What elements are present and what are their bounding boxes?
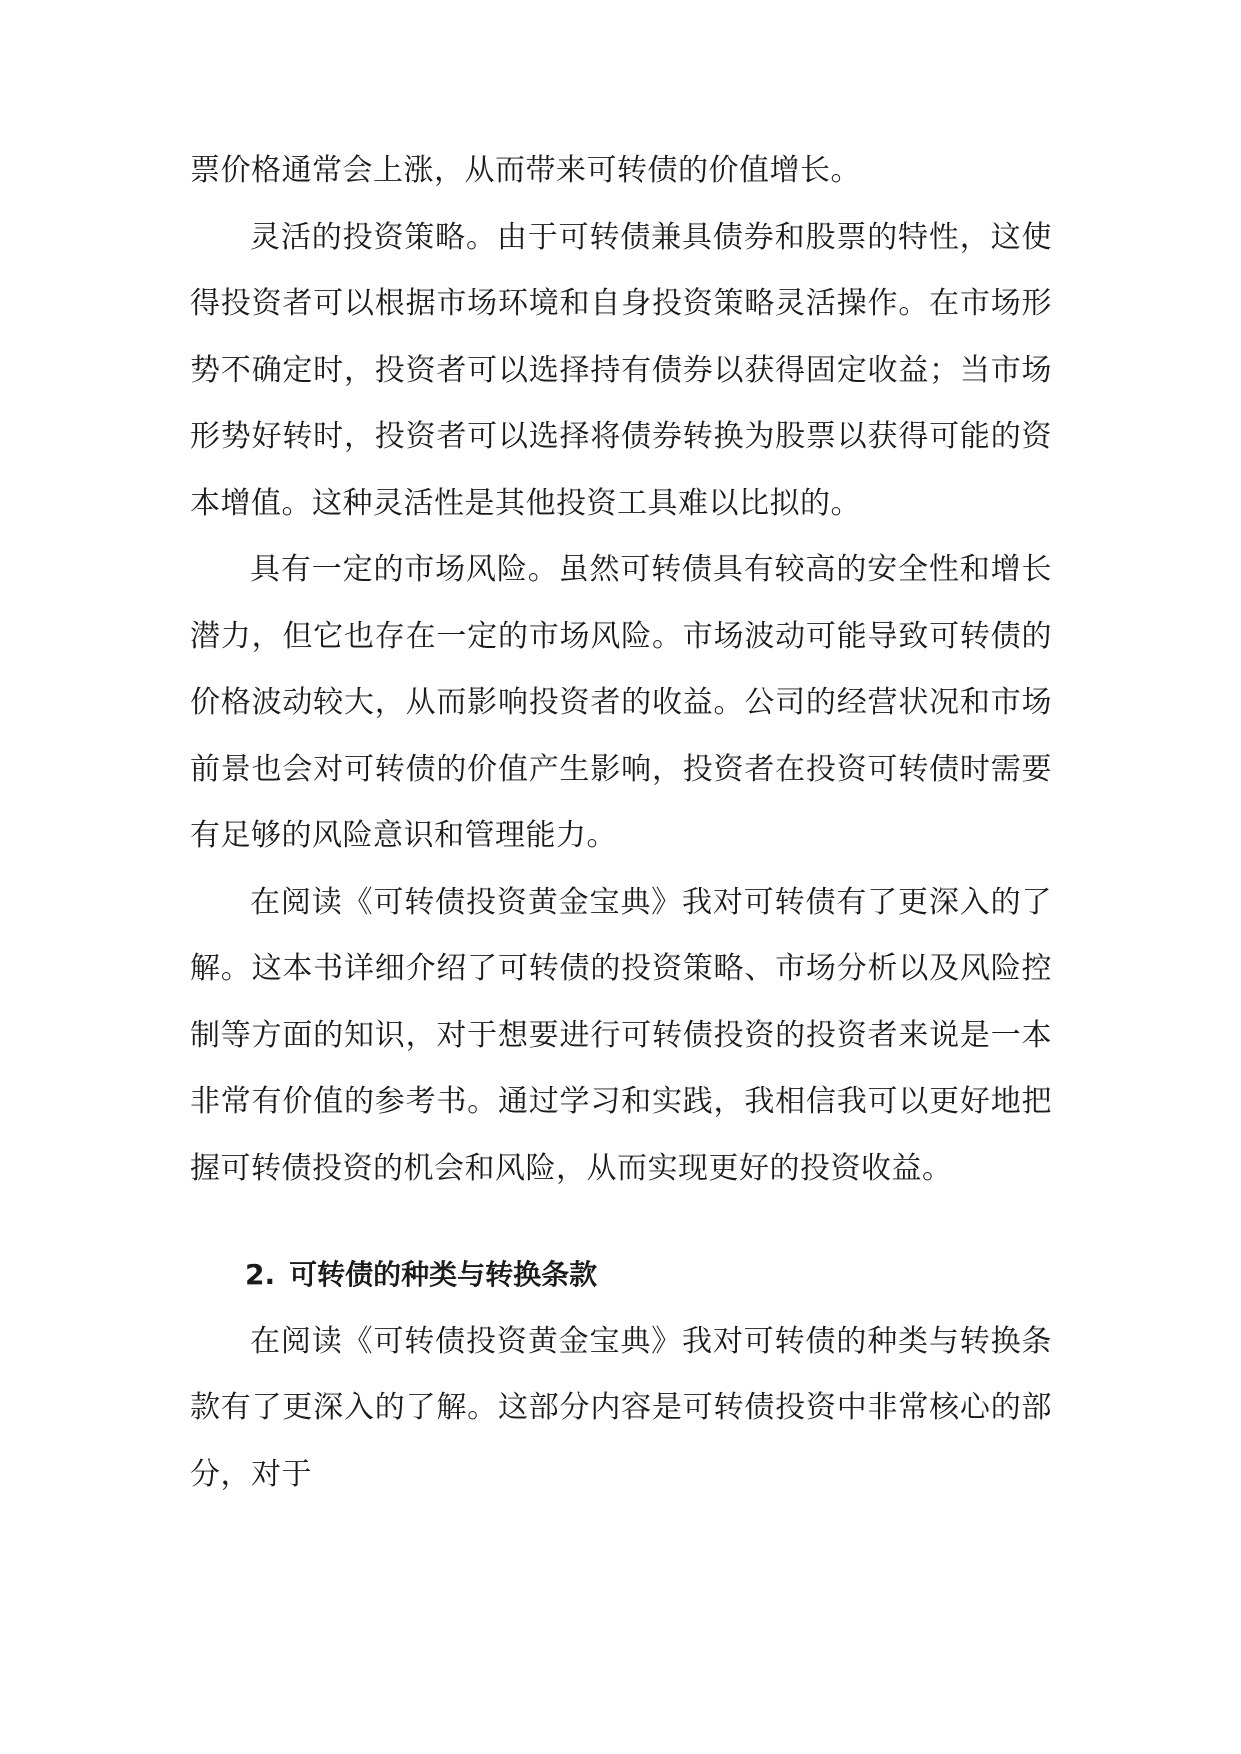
paragraph-market-risk: 具有一定的市场风险。虽然可转债具有较高的安全性和增长潜力，但它也存在一定的市场风险。市场波动可能导致可转债的价格波动较大，从而影响投资者的收益。公司的经营状况和市场前景也会对可转债的价值产生影响，投资者在投资可转债时需要有足够的风险意识和管理能力。 [190,552,1052,853]
paragraph-section-intro: 在阅读《可转债投资黄金宝典》我对可转债的种类与转换条款有了更深入的了解。这部分内容是可转债投资中非常核心的部分，对于 [190,1323,1052,1492]
section-title: 可转债的种类与转换条款 [289,1258,598,1291]
paragraph-continuation: 票价格通常会上涨，从而带来可转债的价值增长。 [190,153,861,188]
section-number: 2. [245,1258,276,1291]
paragraph-book-summary: 在阅读《可转债投资黄金宝典》我对可转债有了更深入的了解。这本书详细介绍了可转债的投资策略、市场分析以及风险控制等方面的知识，对于想要进行可转债投资的投资者来说是一本非常有价值的参考书。通过学习和实践，我相信我可以更好地把握可转债投资的机会和风险，从而实现更好的投资收益。 [190,884,1052,1186]
document-page [190,138,1052,1508]
paragraph-flexible-strategy: 灵活的投资策略。由于可转债兼具债券和股票的特性，这使得投资者可以根据市场环境和自身投资策略灵活操作。在市场形势不确定时，投资者可以选择持有债券以获得固定收益；当市场形势好转时，投资者可以选择将债券转换为股票以获得可能的资本增值。这种灵活性是其他投资工具难以比拟的。 [190,219,1052,521]
section-heading [190,1242,1052,1309]
